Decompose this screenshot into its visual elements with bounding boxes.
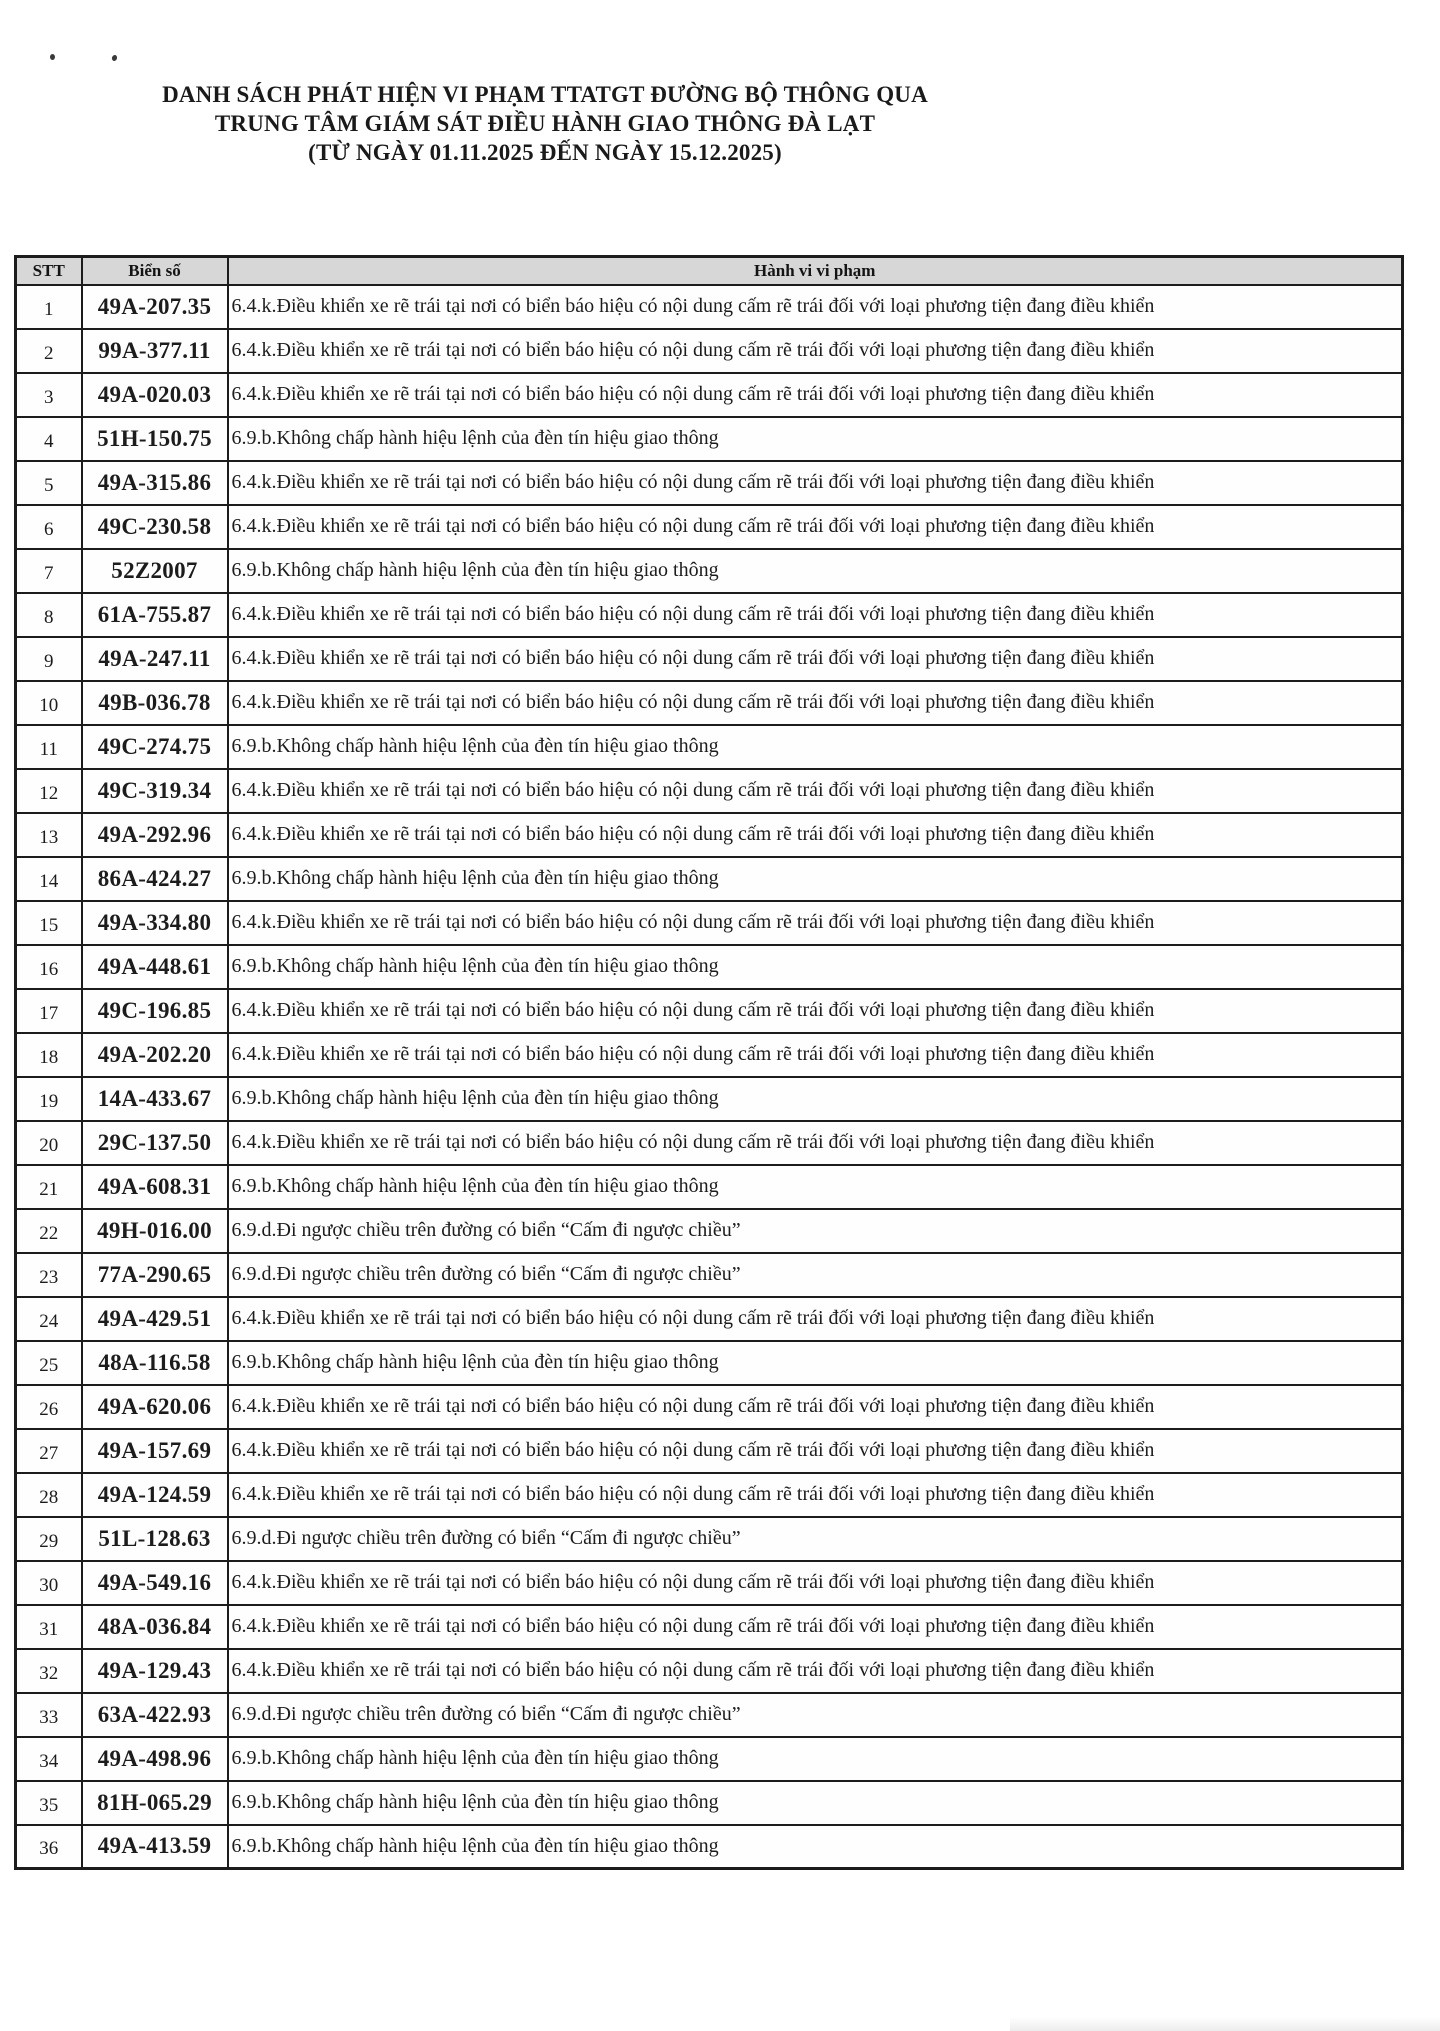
violation-text: 6.4.k.Điều khiển xe rẽ trái tại nơi có biển báo hiệu có nội dung cấm rẽ trái đối với loại phương tiện đang điều khiển <box>228 329 1403 373</box>
table-row <box>16 769 1403 813</box>
table-row <box>16 725 1403 769</box>
document-header <box>0 80 1090 167</box>
row-index: 15 <box>16 901 82 945</box>
table-row <box>16 417 1403 461</box>
violation-text: 6.4.k.Điều khiển xe rẽ trái tại nơi có biển báo hiệu có nội dung cấm rẽ trái đối với loại phương tiện đang điều khiển <box>228 813 1403 857</box>
row-index: 16 <box>16 945 82 989</box>
violation-text: 6.9.b.Không chấp hành hiệu lệnh của đèn tín hiệu giao thông <box>228 1341 1403 1385</box>
row-index: 5 <box>16 461 82 505</box>
row-index: 29 <box>16 1517 82 1561</box>
table-row <box>16 1517 1403 1561</box>
row-index: 19 <box>16 1077 82 1121</box>
table-row <box>16 1693 1403 1737</box>
violation-text: 6.9.b.Không chấp hành hiệu lệnh của đèn tín hiệu giao thông <box>228 857 1403 901</box>
violation-text: 6.9.d.Đi ngược chiều trên đường có biển “Cấm đi ngược chiều” <box>228 1209 1403 1253</box>
document-title-line-1: DANH SÁCH PHÁT HIỆN VI PHẠM TTATGT ĐƯỜNG BỘ THÔNG QUA <box>162 82 928 107</box>
row-index: 13 <box>16 813 82 857</box>
row-index: 6 <box>16 505 82 549</box>
table-row <box>16 1341 1403 1385</box>
row-index: 30 <box>16 1561 82 1605</box>
table-row <box>16 1473 1403 1517</box>
table-row <box>16 1825 1403 1869</box>
license-plate: 49C-230.58 <box>82 505 228 549</box>
violation-text: 6.4.k.Điều khiển xe rẽ trái tại nơi có biển báo hiệu có nội dung cấm rẽ trái đối với loại phương tiện đang điều khiển <box>228 1033 1403 1077</box>
table-row <box>16 637 1403 681</box>
row-index: 8 <box>16 593 82 637</box>
table-row <box>16 1737 1403 1781</box>
row-index: 11 <box>16 725 82 769</box>
license-plate: 49H-016.00 <box>82 1209 228 1253</box>
violation-text: 6.4.k.Điều khiển xe rẽ trái tại nơi có biển báo hiệu có nội dung cấm rẽ trái đối với loại phương tiện đang điều khiển <box>228 1121 1403 1165</box>
license-plate: 49A-334.80 <box>82 901 228 945</box>
row-index: 10 <box>16 681 82 725</box>
scan-artifact-dot <box>111 54 118 61</box>
violation-text: 6.9.d.Đi ngược chiều trên đường có biển “Cấm đi ngược chiều” <box>228 1517 1403 1561</box>
license-plate: 49A-620.06 <box>82 1385 228 1429</box>
violation-text: 6.9.b.Không chấp hành hiệu lệnh của đèn tín hiệu giao thông <box>228 1077 1403 1121</box>
table-row <box>16 549 1403 593</box>
table-row <box>16 1385 1403 1429</box>
violation-table <box>14 255 1404 1870</box>
license-plate: 61A-755.87 <box>82 593 228 637</box>
table-row <box>16 1605 1403 1649</box>
violation-text: 6.9.b.Không chấp hành hiệu lệnh của đèn tín hiệu giao thông <box>228 1737 1403 1781</box>
violation-text: 6.9.b.Không chấp hành hiệu lệnh của đèn tín hiệu giao thông <box>228 945 1403 989</box>
row-index: 4 <box>16 417 82 461</box>
violation-text: 6.4.k.Điều khiển xe rẽ trái tại nơi có biển báo hiệu có nội dung cấm rẽ trái đối với loại phương tiện đang điều khiển <box>228 373 1403 417</box>
violation-text: 6.9.b.Không chấp hành hiệu lệnh của đèn tín hiệu giao thông <box>228 1165 1403 1209</box>
row-index: 7 <box>16 549 82 593</box>
row-index: 1 <box>16 285 82 329</box>
table-row <box>16 373 1403 417</box>
license-plate: 49A-292.96 <box>82 813 228 857</box>
row-index: 34 <box>16 1737 82 1781</box>
row-index: 28 <box>16 1473 82 1517</box>
row-index: 22 <box>16 1209 82 1253</box>
violation-text: 6.4.k.Điều khiển xe rẽ trái tại nơi có biển báo hiệu có nội dung cấm rẽ trái đối với loại phương tiện đang điều khiển <box>228 593 1403 637</box>
license-plate: 52Z2007 <box>82 549 228 593</box>
violation-text: 6.4.k.Điều khiển xe rẽ trái tại nơi có biển báo hiệu có nội dung cấm rẽ trái đối với loại phương tiện đang điều khiển <box>228 285 1403 329</box>
table-row <box>16 461 1403 505</box>
table-row <box>16 1033 1403 1077</box>
table-row <box>16 1209 1403 1253</box>
violation-table-body <box>16 285 1403 1869</box>
license-plate: 49A-498.96 <box>82 1737 228 1781</box>
license-plate: 49A-315.86 <box>82 461 228 505</box>
license-plate: 49C-319.34 <box>82 769 228 813</box>
license-plate: 49C-274.75 <box>82 725 228 769</box>
table-row <box>16 1561 1403 1605</box>
license-plate: 49A-202.20 <box>82 1033 228 1077</box>
row-index: 26 <box>16 1385 82 1429</box>
row-index: 12 <box>16 769 82 813</box>
violation-text: 6.4.k.Điều khiển xe rẽ trái tại nơi có biển báo hiệu có nội dung cấm rẽ trái đối với loại phương tiện đang điều khiển <box>228 769 1403 813</box>
violation-text: 6.4.k.Điều khiển xe rẽ trái tại nơi có biển báo hiệu có nội dung cấm rẽ trái đối với loại phương tiện đang điều khiển <box>228 1605 1403 1649</box>
violation-text: 6.9.b.Không chấp hành hiệu lệnh của đèn tín hiệu giao thông <box>228 1825 1403 1869</box>
violation-text: 6.4.k.Điều khiển xe rẽ trái tại nơi có biển báo hiệu có nội dung cấm rẽ trái đối với loại phương tiện đang điều khiển <box>228 989 1403 1033</box>
violation-text: 6.4.k.Điều khiển xe rẽ trái tại nơi có biển báo hiệu có nội dung cấm rẽ trái đối với loại phương tiện đang điều khiển <box>228 1385 1403 1429</box>
document-title-line-3: (TỪ NGÀY 01.11.2025 ĐẾN NGÀY 15.12.2025) <box>308 140 782 165</box>
row-index: 18 <box>16 1033 82 1077</box>
violation-text: 6.4.k.Điều khiển xe rẽ trái tại nơi có biển báo hiệu có nội dung cấm rẽ trái đối với loại phương tiện đang điều khiển <box>228 461 1403 505</box>
row-index: 20 <box>16 1121 82 1165</box>
license-plate: 49B-036.78 <box>82 681 228 725</box>
table-row <box>16 1121 1403 1165</box>
row-index: 9 <box>16 637 82 681</box>
table-row <box>16 1165 1403 1209</box>
row-index: 35 <box>16 1781 82 1825</box>
row-index: 21 <box>16 1165 82 1209</box>
table-row <box>16 285 1403 329</box>
license-plate: 49A-124.59 <box>82 1473 228 1517</box>
violation-text: 6.9.d.Đi ngược chiều trên đường có biển “Cấm đi ngược chiều” <box>228 1253 1403 1297</box>
license-plate: 51H-150.75 <box>82 417 228 461</box>
column-header-stt: STT <box>16 257 82 285</box>
license-plate: 49A-413.59 <box>82 1825 228 1869</box>
violation-text: 6.4.k.Điều khiển xe rẽ trái tại nơi có biển báo hiệu có nội dung cấm rẽ trái đối với loại phương tiện đang điều khiển <box>228 1473 1403 1517</box>
license-plate: 49A-448.61 <box>82 945 228 989</box>
row-index: 33 <box>16 1693 82 1737</box>
license-plate: 49A-429.51 <box>82 1297 228 1341</box>
violation-text: 6.9.d.Đi ngược chiều trên đường có biển “Cấm đi ngược chiều” <box>228 1693 1403 1737</box>
violation-text: 6.4.k.Điều khiển xe rẽ trái tại nơi có biển báo hiệu có nội dung cấm rẽ trái đối với loại phương tiện đang điều khiển <box>228 637 1403 681</box>
license-plate: 63A-422.93 <box>82 1693 228 1737</box>
license-plate: 49A-549.16 <box>82 1561 228 1605</box>
table-row <box>16 857 1403 901</box>
violation-table-header <box>16 257 1403 285</box>
violation-text: 6.9.b.Không chấp hành hiệu lệnh của đèn tín hiệu giao thông <box>228 417 1403 461</box>
row-index: 24 <box>16 1297 82 1341</box>
scan-artifact-shadow <box>1010 2017 1440 2031</box>
violation-text: 6.4.k.Điều khiển xe rẽ trái tại nơi có biển báo hiệu có nội dung cấm rẽ trái đối với loại phương tiện đang điều khiển <box>228 1649 1403 1693</box>
row-index: 23 <box>16 1253 82 1297</box>
table-row <box>16 681 1403 725</box>
table-row <box>16 945 1403 989</box>
row-index: 32 <box>16 1649 82 1693</box>
license-plate: 49A-207.35 <box>82 285 228 329</box>
row-index: 27 <box>16 1429 82 1473</box>
violation-text: 6.9.b.Không chấp hành hiệu lệnh của đèn tín hiệu giao thông <box>228 1781 1403 1825</box>
row-index: 31 <box>16 1605 82 1649</box>
row-index: 36 <box>16 1825 82 1869</box>
table-row <box>16 1253 1403 1297</box>
table-row <box>16 1297 1403 1341</box>
license-plate: 29C-137.50 <box>82 1121 228 1165</box>
table-row <box>16 505 1403 549</box>
column-header-violation: Hành vi vi phạm <box>228 257 1403 285</box>
table-row <box>16 1649 1403 1693</box>
violation-text: 6.4.k.Điều khiển xe rẽ trái tại nơi có biển báo hiệu có nội dung cấm rẽ trái đối với loại phương tiện đang điều khiển <box>228 1297 1403 1341</box>
violation-text: 6.4.k.Điều khiển xe rẽ trái tại nơi có biển báo hiệu có nội dung cấm rẽ trái đối với loại phương tiện đang điều khiển <box>228 1561 1403 1605</box>
column-header-plate: Biển số <box>82 257 228 285</box>
license-plate: 49A-157.69 <box>82 1429 228 1473</box>
table-row <box>16 1781 1403 1825</box>
violation-text: 6.9.b.Không chấp hành hiệu lệnh của đèn tín hiệu giao thông <box>228 549 1403 593</box>
table-row <box>16 1429 1403 1473</box>
license-plate: 99A-377.11 <box>82 329 228 373</box>
row-index: 14 <box>16 857 82 901</box>
row-index: 17 <box>16 989 82 1033</box>
row-index: 3 <box>16 373 82 417</box>
violation-text: 6.4.k.Điều khiển xe rẽ trái tại nơi có biển báo hiệu có nội dung cấm rẽ trái đối với loại phương tiện đang điều khiển <box>228 901 1403 945</box>
license-plate: 48A-116.58 <box>82 1341 228 1385</box>
table-row <box>16 813 1403 857</box>
table-row <box>16 329 1403 373</box>
violation-text: 6.4.k.Điều khiển xe rẽ trái tại nơi có biển báo hiệu có nội dung cấm rẽ trái đối với loại phương tiện đang điều khiển <box>228 1429 1403 1473</box>
violation-text: 6.4.k.Điều khiển xe rẽ trái tại nơi có biển báo hiệu có nội dung cấm rẽ trái đối với loại phương tiện đang điều khiển <box>228 681 1403 725</box>
document-title-line-2: TRUNG TÂM GIÁM SÁT ĐIỀU HÀNH GIAO THÔNG ĐÀ LẠT <box>214 111 876 136</box>
license-plate: 48A-036.84 <box>82 1605 228 1649</box>
table-row <box>16 989 1403 1033</box>
scan-artifact-dot <box>50 54 55 60</box>
table-row <box>16 1077 1403 1121</box>
license-plate: 49C-196.85 <box>82 989 228 1033</box>
violation-text: 6.4.k.Điều khiển xe rẽ trái tại nơi có biển báo hiệu có nội dung cấm rẽ trái đối với loại phương tiện đang điều khiển <box>228 505 1403 549</box>
row-index: 25 <box>16 1341 82 1385</box>
license-plate: 51L-128.63 <box>82 1517 228 1561</box>
violation-text: 6.9.b.Không chấp hành hiệu lệnh của đèn tín hiệu giao thông <box>228 725 1403 769</box>
license-plate: 49A-247.11 <box>82 637 228 681</box>
license-plate: 81H-065.29 <box>82 1781 228 1825</box>
license-plate: 49A-129.43 <box>82 1649 228 1693</box>
license-plate: 49A-020.03 <box>82 373 228 417</box>
license-plate: 86A-424.27 <box>82 857 228 901</box>
table-row <box>16 901 1403 945</box>
license-plate: 77A-290.65 <box>82 1253 228 1297</box>
license-plate: 14A-433.67 <box>82 1077 228 1121</box>
license-plate: 49A-608.31 <box>82 1165 228 1209</box>
row-index: 2 <box>16 329 82 373</box>
table-row <box>16 593 1403 637</box>
